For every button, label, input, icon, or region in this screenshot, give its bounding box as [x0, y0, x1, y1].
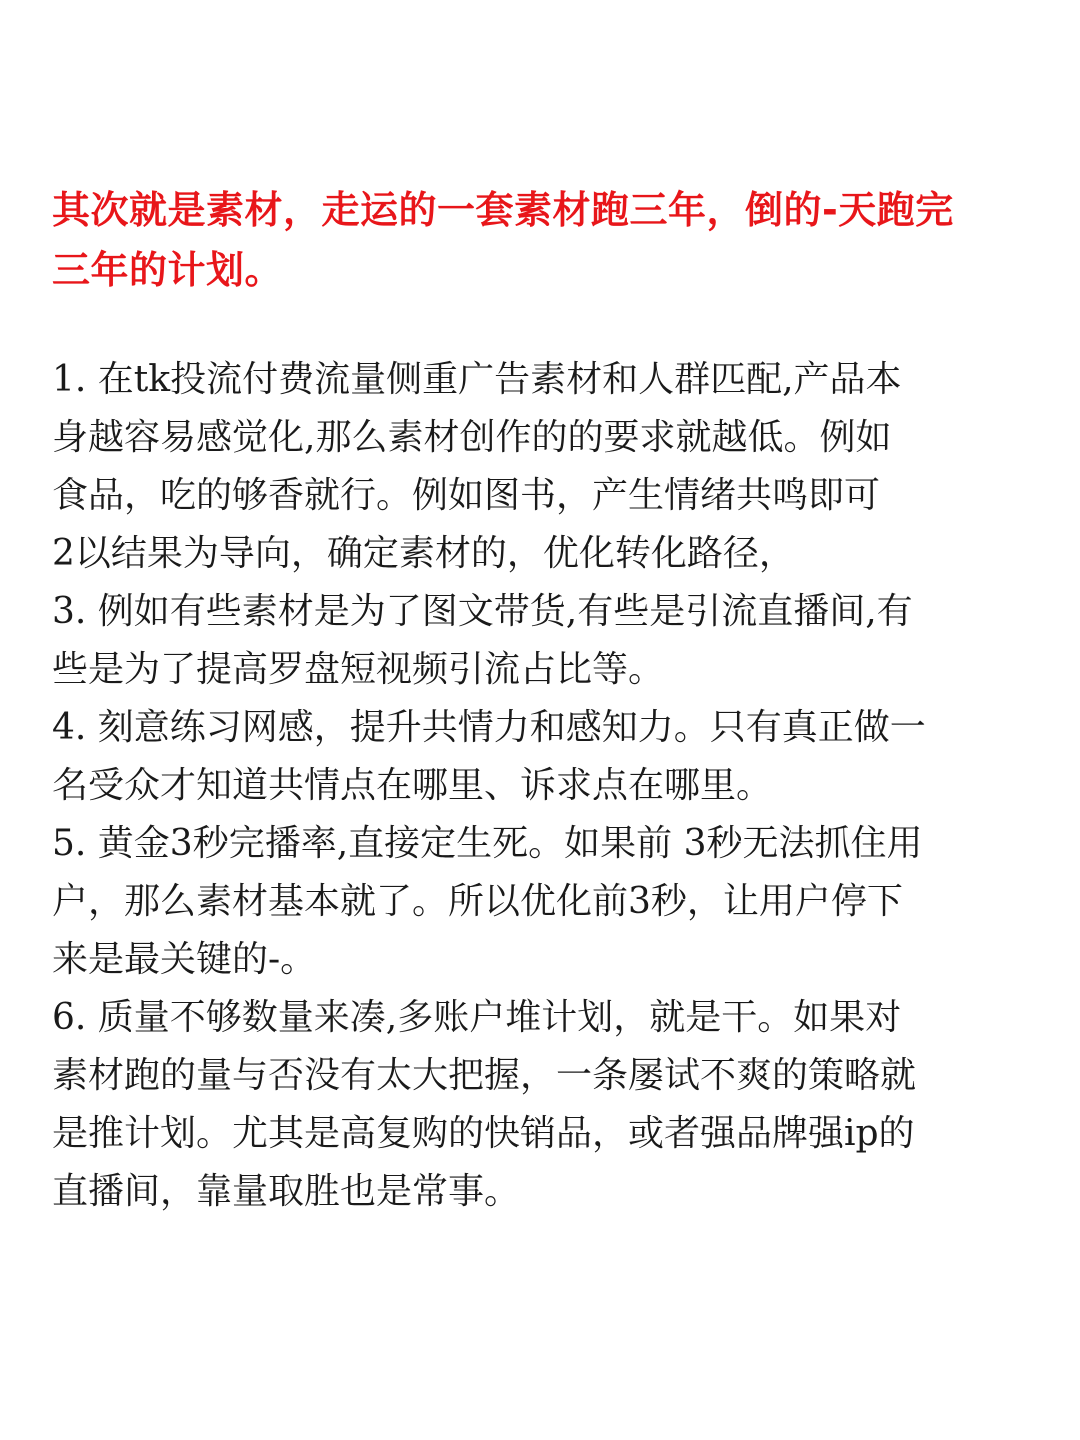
body-text [52, 351, 1042, 1221]
headline [52, 180, 1032, 300]
body-line: 些是为了提高罗盘短视频引流占比等。 [52, 649, 665, 690]
body-line: 直播间，靠量取胜也是常事。 [52, 1171, 521, 1212]
headline-line: 其次就是素材，走运的一套素材跑三年，倒的-天跑完 [52, 188, 954, 232]
body-line: 3. 例如有些素材是为了图文带货,有些是引流直播间,有 [52, 591, 913, 632]
body-line: 身越容易感觉化,那么素材创作的的要求就越低。例如 [52, 417, 892, 458]
body-line: 2以结果为导向，确定素材的，优化转化路径， [52, 533, 795, 574]
body-line: 素材跑的量与否没有太大把握，一条屡试不爽的策略就 [52, 1055, 917, 1096]
headline-line: 三年的计划。 [52, 248, 284, 292]
body-line: 来是最关键的-。 [52, 939, 317, 980]
body-line: 4. 刻意练习网感，提升共情力和感知力。只有真正做一 [52, 707, 926, 748]
body-line: 是推计划。尤其是高复购的快销品，或者强品牌强ip的 [52, 1113, 915, 1154]
body-line: 1. 在tk投流付费流量侧重广告素材和人群匹配,产品本 [52, 359, 902, 400]
body-line: 户，那么素材基本就了。所以优化前3秒，让用户停下 [52, 881, 903, 922]
body-line: 6. 质量不够数量来凑,多账户堆计划，就是干。如果对 [52, 997, 902, 1038]
body-line: 5. 黄金3秒完播率,直接定生死。如果前 3秒无法抓住用 [52, 823, 923, 864]
body-line: 名受众才知道共情点在哪里、诉求点在哪里。 [52, 765, 773, 806]
body-line: 食品，吃的够香就行。例如图书，产生情绪共鸣即可 [52, 475, 881, 516]
